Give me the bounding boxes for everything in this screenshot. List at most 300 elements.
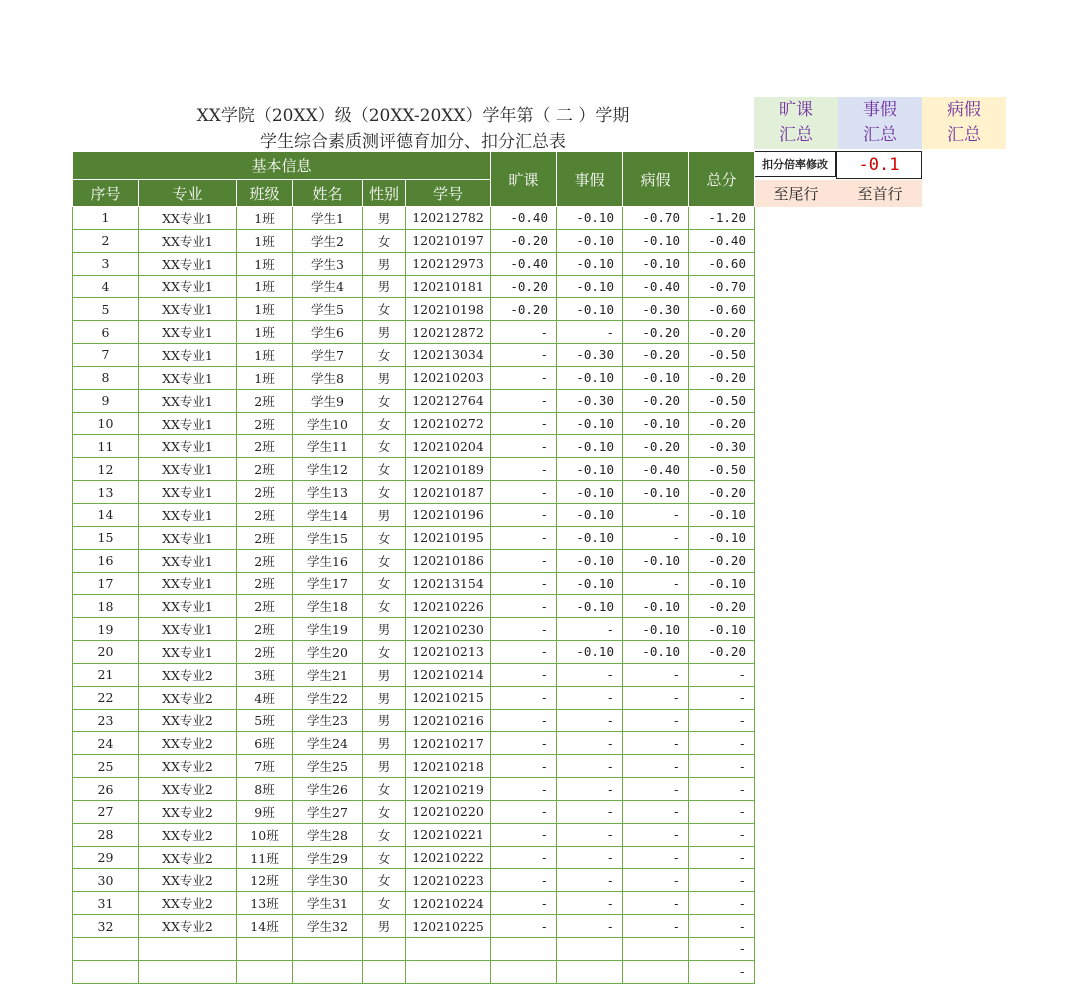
cell-class[interactable]: 3班 (237, 663, 293, 686)
cell-student-id[interactable]: 120210203 (406, 366, 491, 389)
cell-index[interactable]: 11 (73, 435, 139, 458)
cell-major[interactable]: XX专业2 (139, 755, 237, 778)
cell-index[interactable]: 29 (73, 846, 139, 869)
cell-personal-leave[interactable] (557, 960, 623, 983)
cell-absence[interactable]: -0.20 (491, 275, 557, 298)
cell-index[interactable]: 20 (73, 641, 139, 664)
cell-personal-leave[interactable] (557, 938, 623, 961)
cell-class[interactable]: 2班 (237, 526, 293, 549)
cell-major[interactable]: XX专业2 (139, 686, 237, 709)
cell-sick-leave[interactable]: - (623, 755, 689, 778)
cell-sick-leave[interactable]: -0.10 (623, 366, 689, 389)
cell-class[interactable]: 13班 (237, 892, 293, 915)
cell-major[interactable]: XX专业2 (139, 869, 237, 892)
cell-sick-leave[interactable]: - (623, 572, 689, 595)
cell-class[interactable]: 2班 (237, 595, 293, 618)
cell-student-id[interactable]: 120213034 (406, 344, 491, 367)
cell-class[interactable]: 1班 (237, 298, 293, 321)
cell-student-id[interactable]: 120210196 (406, 503, 491, 526)
cell-class[interactable]: 2班 (237, 549, 293, 572)
cell-personal-leave[interactable]: -0.10 (557, 366, 623, 389)
go-to-first-row-button[interactable]: 至首行 (838, 180, 922, 207)
cell-absence[interactable]: - (491, 686, 557, 709)
cell-student-id[interactable]: 120210195 (406, 526, 491, 549)
cell-name[interactable]: 学生13 (293, 481, 363, 504)
cell-class[interactable]: 1班 (237, 207, 293, 230)
cell-personal-leave[interactable]: - (557, 686, 623, 709)
cell-personal-leave[interactable]: -0.10 (557, 503, 623, 526)
cell-major[interactable]: XX专业1 (139, 412, 237, 435)
cell-total[interactable]: - (689, 960, 755, 983)
cell-absence[interactable]: - (491, 892, 557, 915)
cell-total[interactable]: - (689, 663, 755, 686)
cell-class[interactable]: 2班 (237, 503, 293, 526)
cell-gender[interactable]: 女 (363, 549, 406, 572)
cell-absence[interactable]: - (491, 526, 557, 549)
cell-student-id[interactable]: 120210214 (406, 663, 491, 686)
cell-student-id[interactable]: 120210223 (406, 869, 491, 892)
cell-index[interactable]: 23 (73, 709, 139, 732)
sick-leave-summary-button[interactable] (922, 97, 1006, 149)
cell-personal-leave[interactable]: -0.10 (557, 641, 623, 664)
cell-personal-leave[interactable]: - (557, 732, 623, 755)
cell-student-id[interactable]: 120212872 (406, 321, 491, 344)
cell-sick-leave[interactable]: - (623, 686, 689, 709)
cell-gender[interactable]: 男 (363, 207, 406, 230)
cell-sick-leave[interactable]: -0.40 (623, 275, 689, 298)
cell-absence[interactable]: - (491, 481, 557, 504)
cell-sick-leave[interactable]: -0.10 (623, 229, 689, 252)
cell-sick-leave[interactable]: -0.20 (623, 344, 689, 367)
cell-total[interactable]: -0.70 (689, 275, 755, 298)
cell-sick-leave[interactable]: -0.10 (623, 641, 689, 664)
cell-name[interactable] (293, 938, 363, 961)
cell-major[interactable]: XX专业1 (139, 298, 237, 321)
cell-student-id[interactable]: 120213154 (406, 572, 491, 595)
cell-personal-leave[interactable]: -0.10 (557, 481, 623, 504)
cell-name[interactable]: 学生2 (293, 229, 363, 252)
cell-personal-leave[interactable]: - (557, 800, 623, 823)
cell-total[interactable]: -0.10 (689, 572, 755, 595)
cell-total[interactable]: -0.20 (689, 481, 755, 504)
cell-gender[interactable]: 女 (363, 572, 406, 595)
personal-leave-summary-button[interactable] (838, 97, 922, 149)
cell-major[interactable] (139, 938, 237, 961)
cell-index[interactable]: 18 (73, 595, 139, 618)
cell-total[interactable]: - (689, 915, 755, 938)
cell-total[interactable]: -0.20 (689, 595, 755, 618)
cell-major[interactable]: XX专业1 (139, 595, 237, 618)
cell-name[interactable]: 学生21 (293, 663, 363, 686)
cell-gender[interactable]: 男 (363, 732, 406, 755)
cell-name[interactable]: 学生32 (293, 915, 363, 938)
cell-sick-leave[interactable]: -0.10 (623, 595, 689, 618)
cell-index[interactable]: 30 (73, 869, 139, 892)
cell-name[interactable]: 学生30 (293, 869, 363, 892)
cell-personal-leave[interactable]: -0.10 (557, 572, 623, 595)
cell-total[interactable]: -0.20 (689, 412, 755, 435)
cell-personal-leave[interactable]: -0.10 (557, 412, 623, 435)
cell-gender[interactable]: 男 (363, 755, 406, 778)
cell-absence[interactable]: - (491, 732, 557, 755)
cell-major[interactable]: XX专业1 (139, 207, 237, 230)
cell-personal-leave[interactable]: - (557, 869, 623, 892)
cell-major[interactable]: XX专业1 (139, 481, 237, 504)
cell-personal-leave[interactable]: -0.30 (557, 344, 623, 367)
cell-total[interactable]: - (689, 732, 755, 755)
cell-student-id[interactable]: 120210218 (406, 755, 491, 778)
cell-name[interactable]: 学生6 (293, 321, 363, 344)
cell-sick-leave[interactable]: -0.20 (623, 435, 689, 458)
cell-total[interactable]: -0.10 (689, 618, 755, 641)
cell-absence[interactable]: - (491, 503, 557, 526)
cell-total[interactable]: - (689, 892, 755, 915)
cell-personal-leave[interactable]: - (557, 846, 623, 869)
cell-gender[interactable]: 女 (363, 823, 406, 846)
cell-student-id[interactable]: 120210216 (406, 709, 491, 732)
cell-name[interactable]: 学生18 (293, 595, 363, 618)
cell-class[interactable]: 14班 (237, 915, 293, 938)
cell-sick-leave[interactable] (623, 960, 689, 983)
cell-personal-leave[interactable]: - (557, 915, 623, 938)
cell-sick-leave[interactable]: -0.20 (623, 389, 689, 412)
cell-class[interactable]: 2班 (237, 641, 293, 664)
cell-personal-leave[interactable]: - (557, 823, 623, 846)
cell-class[interactable]: 6班 (237, 732, 293, 755)
cell-major[interactable]: XX专业1 (139, 641, 237, 664)
cell-absence[interactable] (491, 960, 557, 983)
cell-sick-leave[interactable]: -0.10 (623, 618, 689, 641)
cell-sick-leave[interactable]: - (623, 823, 689, 846)
cell-student-id[interactable]: 120210186 (406, 549, 491, 572)
cell-name[interactable]: 学生23 (293, 709, 363, 732)
cell-class[interactable]: 1班 (237, 344, 293, 367)
cell-absence[interactable]: - (491, 435, 557, 458)
cell-name[interactable]: 学生20 (293, 641, 363, 664)
cell-major[interactable]: XX专业2 (139, 892, 237, 915)
cell-personal-leave[interactable]: - (557, 663, 623, 686)
cell-absence[interactable]: - (491, 800, 557, 823)
cell-absence[interactable]: - (491, 823, 557, 846)
cell-personal-leave[interactable]: -0.10 (557, 229, 623, 252)
cell-gender[interactable]: 女 (363, 892, 406, 915)
cell-gender[interactable]: 女 (363, 846, 406, 869)
cell-student-id[interactable] (406, 960, 491, 983)
absence-summary-button[interactable] (754, 97, 838, 149)
cell-index[interactable] (73, 938, 139, 961)
cell-major[interactable] (139, 960, 237, 983)
cell-sick-leave[interactable]: -0.30 (623, 298, 689, 321)
cell-major[interactable]: XX专业2 (139, 846, 237, 869)
cell-class[interactable]: 8班 (237, 778, 293, 801)
cell-major[interactable]: XX专业1 (139, 252, 237, 275)
cell-student-id[interactable]: 120210217 (406, 732, 491, 755)
cell-index[interactable]: 3 (73, 252, 139, 275)
cell-sick-leave[interactable]: -0.70 (623, 207, 689, 230)
cell-index[interactable]: 28 (73, 823, 139, 846)
cell-name[interactable]: 学生12 (293, 458, 363, 481)
cell-total[interactable]: - (689, 686, 755, 709)
cell-gender[interactable]: 男 (363, 686, 406, 709)
cell-name[interactable]: 学生17 (293, 572, 363, 595)
cell-total[interactable]: - (689, 938, 755, 961)
cell-student-id[interactable]: 120210272 (406, 412, 491, 435)
cell-name[interactable]: 学生5 (293, 298, 363, 321)
cell-name[interactable]: 学生11 (293, 435, 363, 458)
cell-total[interactable]: -0.20 (689, 366, 755, 389)
cell-index[interactable]: 9 (73, 389, 139, 412)
cell-total[interactable]: - (689, 846, 755, 869)
cell-class[interactable]: 2班 (237, 618, 293, 641)
cell-sick-leave[interactable]: -0.20 (623, 321, 689, 344)
cell-major[interactable]: XX专业1 (139, 435, 237, 458)
cell-gender[interactable]: 女 (363, 344, 406, 367)
cell-sick-leave[interactable]: - (623, 869, 689, 892)
cell-gender[interactable]: 女 (363, 778, 406, 801)
cell-index[interactable]: 1 (73, 207, 139, 230)
cell-index[interactable]: 6 (73, 321, 139, 344)
cell-sick-leave[interactable]: - (623, 915, 689, 938)
cell-absence[interactable]: -0.40 (491, 252, 557, 275)
cell-absence[interactable]: - (491, 412, 557, 435)
cell-total[interactable]: -0.60 (689, 298, 755, 321)
cell-major[interactable]: XX专业2 (139, 800, 237, 823)
cell-absence[interactable]: - (491, 344, 557, 367)
cell-absence[interactable]: - (491, 755, 557, 778)
cell-student-id[interactable]: 120212782 (406, 207, 491, 230)
cell-sick-leave[interactable]: - (623, 778, 689, 801)
cell-major[interactable]: XX专业1 (139, 618, 237, 641)
cell-name[interactable]: 学生22 (293, 686, 363, 709)
cell-sick-leave[interactable]: -0.10 (623, 549, 689, 572)
cell-absence[interactable]: - (491, 618, 557, 641)
cell-index[interactable]: 15 (73, 526, 139, 549)
cell-student-id[interactable]: 120210226 (406, 595, 491, 618)
cell-gender[interactable]: 男 (363, 709, 406, 732)
cell-student-id[interactable]: 120210187 (406, 481, 491, 504)
cell-absence[interactable] (491, 938, 557, 961)
cell-class[interactable] (237, 960, 293, 983)
cell-student-id[interactable]: 120210189 (406, 458, 491, 481)
cell-absence[interactable]: -0.20 (491, 229, 557, 252)
cell-sick-leave[interactable]: -0.10 (623, 252, 689, 275)
cell-class[interactable]: 1班 (237, 275, 293, 298)
cell-sick-leave[interactable]: - (623, 709, 689, 732)
cell-gender[interactable]: 女 (363, 800, 406, 823)
cell-student-id[interactable]: 120210230 (406, 618, 491, 641)
cell-sick-leave[interactable] (623, 938, 689, 961)
cell-major[interactable]: XX专业1 (139, 503, 237, 526)
cell-personal-leave[interactable]: - (557, 892, 623, 915)
cell-class[interactable]: 4班 (237, 686, 293, 709)
cell-name[interactable] (293, 960, 363, 983)
cell-student-id[interactable]: 120210197 (406, 229, 491, 252)
cell-sick-leave[interactable]: - (623, 892, 689, 915)
cell-absence[interactable]: - (491, 458, 557, 481)
cell-absence[interactable]: - (491, 869, 557, 892)
cell-name[interactable]: 学生26 (293, 778, 363, 801)
cell-absence[interactable]: - (491, 846, 557, 869)
cell-sick-leave[interactable]: -0.10 (623, 481, 689, 504)
cell-total[interactable]: -0.20 (689, 549, 755, 572)
cell-total[interactable]: - (689, 823, 755, 846)
cell-gender[interactable]: 女 (363, 458, 406, 481)
cell-gender[interactable]: 女 (363, 481, 406, 504)
cell-gender[interactable]: 女 (363, 298, 406, 321)
cell-student-id[interactable]: 120210198 (406, 298, 491, 321)
cell-gender[interactable]: 女 (363, 595, 406, 618)
cell-total[interactable]: -0.20 (689, 641, 755, 664)
cell-total[interactable]: -0.50 (689, 389, 755, 412)
cell-major[interactable]: XX专业1 (139, 458, 237, 481)
cell-name[interactable]: 学生9 (293, 389, 363, 412)
cell-gender[interactable]: 女 (363, 869, 406, 892)
cell-total[interactable]: -0.40 (689, 229, 755, 252)
cell-index[interactable]: 22 (73, 686, 139, 709)
cell-gender[interactable]: 女 (363, 229, 406, 252)
cell-major[interactable]: XX专业1 (139, 321, 237, 344)
cell-student-id[interactable]: 120210220 (406, 800, 491, 823)
cell-name[interactable]: 学生15 (293, 526, 363, 549)
cell-personal-leave[interactable]: -0.10 (557, 549, 623, 572)
cell-gender[interactable] (363, 960, 406, 983)
cell-class[interactable]: 1班 (237, 366, 293, 389)
cell-personal-leave[interactable]: -0.10 (557, 526, 623, 549)
cell-major[interactable]: XX专业2 (139, 709, 237, 732)
cell-personal-leave[interactable]: - (557, 709, 623, 732)
cell-gender[interactable]: 男 (363, 366, 406, 389)
cell-name[interactable]: 学生31 (293, 892, 363, 915)
cell-student-id[interactable]: 120210181 (406, 275, 491, 298)
cell-name[interactable]: 学生10 (293, 412, 363, 435)
go-to-last-row-button[interactable]: 至尾行 (754, 180, 838, 207)
cell-major[interactable]: XX专业1 (139, 366, 237, 389)
cell-total[interactable]: -1.20 (689, 207, 755, 230)
cell-class[interactable]: 2班 (237, 435, 293, 458)
cell-personal-leave[interactable]: -0.10 (557, 435, 623, 458)
cell-gender[interactable]: 女 (363, 435, 406, 458)
cell-index[interactable]: 21 (73, 663, 139, 686)
cell-gender[interactable]: 男 (363, 618, 406, 641)
cell-absence[interactable]: - (491, 549, 557, 572)
cell-total[interactable]: -0.50 (689, 458, 755, 481)
cell-student-id[interactable]: 120210222 (406, 846, 491, 869)
cell-student-id[interactable]: 120210215 (406, 686, 491, 709)
cell-index[interactable]: 5 (73, 298, 139, 321)
cell-total[interactable]: -0.20 (689, 321, 755, 344)
cell-gender[interactable]: 女 (363, 641, 406, 664)
cell-class[interactable]: 1班 (237, 229, 293, 252)
cell-absence[interactable]: - (491, 595, 557, 618)
cell-sick-leave[interactable]: - (623, 663, 689, 686)
cell-major[interactable]: XX专业1 (139, 389, 237, 412)
cell-major[interactable]: XX专业2 (139, 915, 237, 938)
cell-personal-leave[interactable]: -0.10 (557, 252, 623, 275)
cell-total[interactable]: -0.10 (689, 526, 755, 549)
cell-class[interactable]: 2班 (237, 389, 293, 412)
cell-gender[interactable]: 女 (363, 412, 406, 435)
cell-personal-leave[interactable]: -0.30 (557, 389, 623, 412)
cell-class[interactable]: 9班 (237, 800, 293, 823)
cell-name[interactable]: 学生27 (293, 800, 363, 823)
cell-index[interactable]: 10 (73, 412, 139, 435)
cell-major[interactable]: XX专业1 (139, 275, 237, 298)
cell-gender[interactable]: 女 (363, 526, 406, 549)
cell-student-id[interactable]: 120210224 (406, 892, 491, 915)
cell-name[interactable]: 学生8 (293, 366, 363, 389)
cell-personal-leave[interactable]: -0.10 (557, 458, 623, 481)
cell-index[interactable]: 14 (73, 503, 139, 526)
cell-index[interactable] (73, 960, 139, 983)
cell-total[interactable]: - (689, 800, 755, 823)
cell-personal-leave[interactable]: -0.10 (557, 298, 623, 321)
cell-name[interactable]: 学生25 (293, 755, 363, 778)
cell-absence[interactable]: - (491, 641, 557, 664)
cell-index[interactable]: 31 (73, 892, 139, 915)
cell-major[interactable]: XX专业1 (139, 229, 237, 252)
cell-gender[interactable] (363, 938, 406, 961)
cell-class[interactable] (237, 938, 293, 961)
cell-personal-leave[interactable]: - (557, 778, 623, 801)
cell-personal-leave[interactable]: -0.10 (557, 595, 623, 618)
cell-class[interactable]: 12班 (237, 869, 293, 892)
cell-gender[interactable]: 女 (363, 389, 406, 412)
cell-student-id[interactable]: 120210225 (406, 915, 491, 938)
cell-major[interactable]: XX专业2 (139, 823, 237, 846)
cell-gender[interactable]: 男 (363, 252, 406, 275)
cell-class[interactable]: 7班 (237, 755, 293, 778)
cell-name[interactable]: 学生16 (293, 549, 363, 572)
cell-name[interactable]: 学生7 (293, 344, 363, 367)
cell-name[interactable]: 学生14 (293, 503, 363, 526)
cell-index[interactable]: 2 (73, 229, 139, 252)
cell-major[interactable]: XX专业1 (139, 549, 237, 572)
cell-class[interactable]: 2班 (237, 458, 293, 481)
cell-class[interactable]: 1班 (237, 321, 293, 344)
cell-sick-leave[interactable]: - (623, 732, 689, 755)
cell-class[interactable]: 1班 (237, 252, 293, 275)
cell-name[interactable]: 学生24 (293, 732, 363, 755)
cell-total[interactable]: -0.10 (689, 503, 755, 526)
cell-major[interactable]: XX专业1 (139, 344, 237, 367)
cell-student-id[interactable]: 120210213 (406, 641, 491, 664)
cell-gender[interactable]: 男 (363, 503, 406, 526)
cell-total[interactable]: -0.30 (689, 435, 755, 458)
cell-sick-leave[interactable]: -0.10 (623, 412, 689, 435)
cell-major[interactable]: XX专业1 (139, 572, 237, 595)
cell-index[interactable]: 16 (73, 549, 139, 572)
cell-index[interactable]: 17 (73, 572, 139, 595)
cell-name[interactable]: 学生1 (293, 207, 363, 230)
cell-class[interactable]: 2班 (237, 481, 293, 504)
cell-total[interactable]: - (689, 755, 755, 778)
cell-class[interactable]: 2班 (237, 572, 293, 595)
cell-gender[interactable]: 男 (363, 663, 406, 686)
cell-absence[interactable]: - (491, 778, 557, 801)
cell-class[interactable]: 10班 (237, 823, 293, 846)
cell-absence[interactable]: -0.40 (491, 207, 557, 230)
cell-sick-leave[interactable]: - (623, 503, 689, 526)
cell-gender[interactable]: 男 (363, 275, 406, 298)
cell-personal-leave[interactable]: - (557, 755, 623, 778)
cell-absence[interactable]: - (491, 709, 557, 732)
cell-sick-leave[interactable]: - (623, 846, 689, 869)
cell-index[interactable]: 12 (73, 458, 139, 481)
cell-absence[interactable]: - (491, 915, 557, 938)
cell-index[interactable]: 8 (73, 366, 139, 389)
cell-major[interactable]: XX专业1 (139, 526, 237, 549)
cell-personal-leave[interactable]: - (557, 321, 623, 344)
